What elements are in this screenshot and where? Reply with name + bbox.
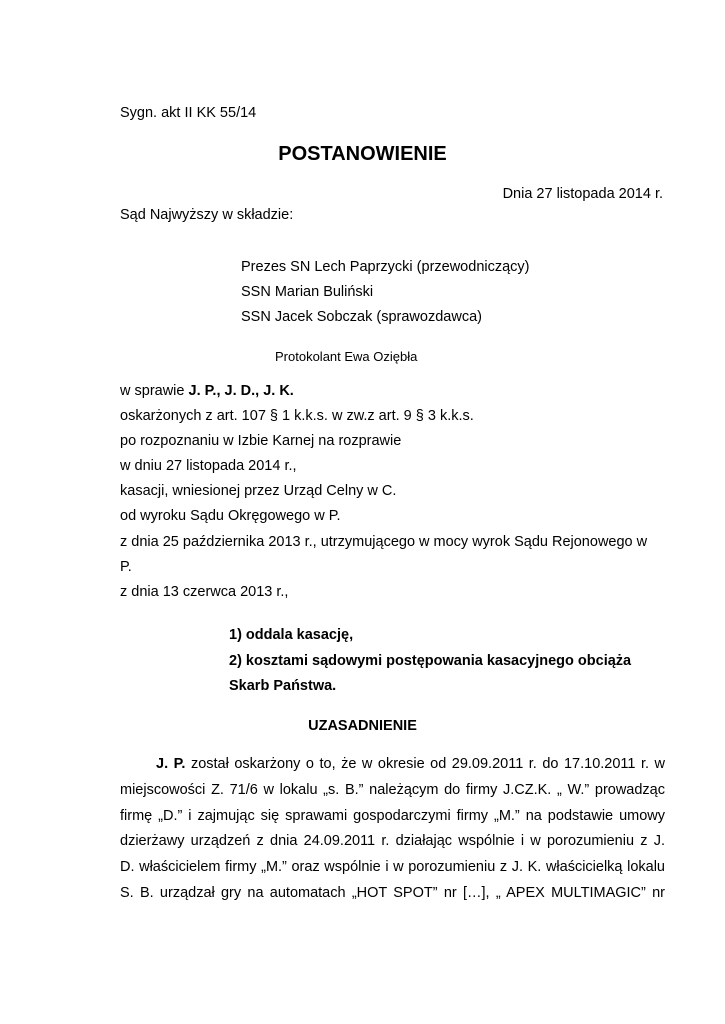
- justification-line: miejscowości Z. 71/6 w lokalu „s. B.” należącym do firmy J.CZ.K. „ W.” prowadząc: [120, 782, 665, 798]
- case-line: kasacji, wniesionej przez Urząd Celny w C.: [120, 483, 397, 499]
- party-separator: ,: [216, 383, 225, 399]
- case-line: P.: [120, 559, 132, 575]
- panel-member-presiding: Prezes SN Lech Paprzycki (przewodniczący): [241, 259, 530, 275]
- justification-line: S. B. urządzał gry na automatach „HOT SPOT” nr […], „ APEX MULTIMAGIC” nr: [120, 885, 665, 901]
- ruling-item-1: 1) oddala kasację,: [229, 627, 354, 643]
- document-title: POSTANOWIENIE: [278, 143, 447, 165]
- case-parties: [120, 384, 294, 399]
- panel-member-second: SSN Marian Buliński: [241, 284, 374, 300]
- panel-member-rapporteur: SSN Jacek Sobczak (sprawozdawca): [241, 309, 482, 325]
- defendant-name: J. P.: [156, 756, 186, 772]
- justification-text: został oskarżony o to, że w okresie od 29.09.2011 r. do 17.10.2011 r. w: [185, 756, 665, 772]
- party-jp: J. P.: [188, 383, 217, 399]
- court-intro: Sąd Najwyższy w składzie:: [120, 207, 294, 223]
- court-clerk: Protokolant Ewa Oziębła: [275, 349, 418, 364]
- case-line: po rozpoznaniu w Izbie Karnej na rozprawie: [120, 433, 402, 449]
- justification-line-first: [156, 757, 665, 772]
- ruling-item-2-cont: Skarb Państwa.: [229, 678, 337, 694]
- case-number: Sygn. akt II KK 55/14: [120, 105, 257, 121]
- case-line: od wyroku Sądu Okręgowego w P.: [120, 508, 341, 524]
- justification-heading: UZASADNIENIE: [308, 718, 417, 734]
- document-date: Dnia 27 listopada 2014 r.: [502, 186, 663, 202]
- case-line: oskarżonych z art. 107 § 1 k.k.s. w zw.z art. 9 § 3 k.k.s.: [120, 408, 474, 424]
- justification-line: D. właścicielem firmy „M.” oraz wspólnie i w porozumieniu z J. K. właścicielką lokalu: [120, 859, 665, 875]
- ruling-item-2: 2) kosztami sądowymi postępowania kasacyjnego obciąża: [229, 653, 632, 669]
- case-line: w dniu 27 listopada 2014 r.,: [120, 458, 297, 474]
- party-separator: ,: [255, 383, 264, 399]
- party-jd: J. D.: [224, 383, 256, 399]
- case-line: z dnia 13 czerwca 2013 r.,: [120, 584, 289, 600]
- case-line: z dnia 25 października 2013 r., utrzymującego w mocy wyrok Sądu Rejonowego w: [120, 534, 648, 550]
- justification-line: dzierżawy urządzeń z dnia 24.09.2011 r. działając wspólnie i w porozumieniu z J.: [120, 833, 665, 849]
- case-prefix: w sprawie: [120, 383, 189, 399]
- party-jk: J. K.: [263, 383, 294, 399]
- justification-line: firmę „D.” i zajmując się sprawami gospodarczymi firmy „M.” na podstawie umowy: [120, 808, 665, 824]
